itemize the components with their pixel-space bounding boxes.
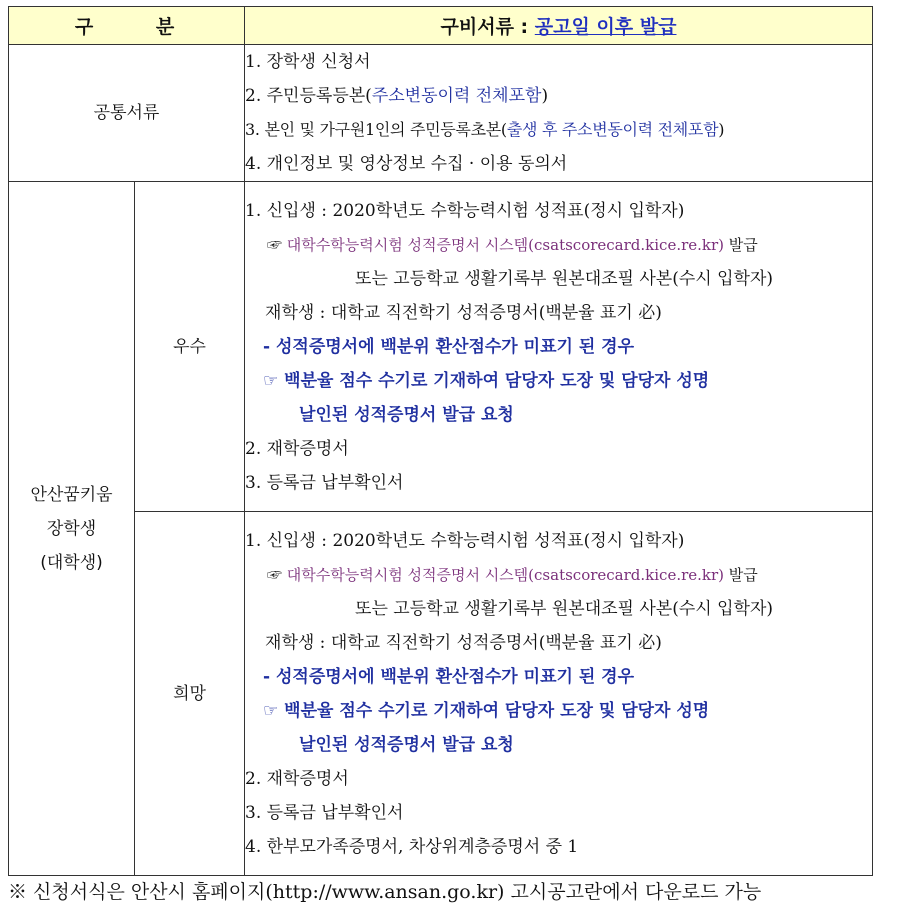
excellent-item-1: 1. 신입생 : 2020학년도 수학능력시험 성적표(정시 입학자) bbox=[245, 200, 685, 221]
csat-system-link: 대학수학능력시험 성적증명서 시스템(csatscorecard.kice.re.kr) bbox=[286, 565, 725, 584]
excellent-row bbox=[9, 182, 873, 512]
required-documents-table bbox=[8, 6, 873, 876]
excellent-list bbox=[245, 182, 873, 512]
excellent-warning-2: ☞ 백분율 점수 수기로 기재하여 담당자 도장 및 담당자 성명 bbox=[263, 370, 710, 391]
footnote: ※ 신청서식은 안산시 홈페이지(http://www.ansan.go.kr) 고시공고란에서 다운로드 가능 bbox=[8, 881, 762, 903]
excellent-item-3: 3. 등록금 납부확인서 bbox=[245, 472, 404, 493]
common-item-2: 2. 주민등록등본(주소변동이력 전체포함) bbox=[245, 86, 549, 106]
scholarship-label: 안산꿈키움 장학생 (대학생) bbox=[9, 182, 135, 876]
hope-list bbox=[245, 512, 873, 876]
hope-reference: ☞ 대학수학능력시험 성적증명서 시스템(csatscorecard.kice.re.kr) 발급 bbox=[267, 565, 758, 584]
header-category: 구 분 bbox=[9, 7, 245, 45]
common-item-1: 1. 장학생 신청서 bbox=[245, 52, 371, 72]
hope-warning-3: 날인된 성적증명서 발급 요청 bbox=[299, 734, 514, 755]
excellent-reference: ☞ 대학수학능력시험 성적증명서 시스템(csatscorecard.kice.re.kr) 발급 bbox=[267, 235, 758, 254]
hope-item-3: 3. 등록금 납부확인서 bbox=[245, 802, 404, 823]
issue-date-highlight: 공고일 이후 발급 bbox=[534, 16, 677, 38]
header-documents: 구비서류 : 공고일 이후 발급 bbox=[245, 7, 873, 45]
excellent-item-2: 2. 재학증명서 bbox=[245, 438, 349, 459]
excellent-warning-3: 날인된 성적증명서 발급 요청 bbox=[299, 404, 514, 425]
excellent-warning-1: - 성적증명서에 백분위 환산점수가 미표기 된 경우 bbox=[263, 336, 635, 357]
common-label: 공통서류 bbox=[9, 45, 245, 182]
hope-item-1: 1. 신입생 : 2020학년도 수학능력시험 성적표(정시 입학자) bbox=[245, 530, 685, 551]
csat-system-link: 대학수학능력시험 성적증명서 시스템(csatscorecard.kice.re.kr) bbox=[286, 235, 725, 254]
common-list bbox=[245, 45, 873, 182]
hope-current-student: 재학생 : 대학교 직전학기 성적증명서(백분율 표기 必) bbox=[265, 632, 662, 653]
hope-warning-1: - 성적증명서에 백분위 환산점수가 미표기 된 경우 bbox=[263, 666, 635, 687]
hope-warning-2: ☞ 백분율 점수 수기로 기재하여 담당자 도장 및 담당자 성명 bbox=[263, 700, 710, 721]
hope-item-2: 2. 재학증명서 bbox=[245, 768, 349, 789]
common-row bbox=[9, 45, 873, 182]
common-item-3: 3. 본인 및 가구원1인의 주민등록초본(출생 후 주소변동이력 전체포함) bbox=[245, 120, 725, 139]
common-item-4: 4. 개인정보 및 영상정보 수집 · 이용 동의서 bbox=[245, 154, 568, 174]
hope-or-line: 또는 고등학교 생활기록부 원본대조필 사본(수시 입학자) bbox=[355, 598, 774, 619]
excellent-label: 우수 bbox=[135, 182, 245, 512]
excellent-current-student: 재학생 : 대학교 직전학기 성적증명서(백분율 표기 必) bbox=[265, 302, 662, 323]
header-row bbox=[9, 7, 873, 45]
hope-item-4: 4. 한부모가족증명서, 차상위계층증명서 중 1 bbox=[245, 836, 579, 857]
excellent-or-line: 또는 고등학교 생활기록부 원본대조필 사본(수시 입학자) bbox=[355, 268, 774, 289]
hope-row bbox=[9, 512, 873, 876]
hope-label: 희망 bbox=[135, 512, 245, 876]
